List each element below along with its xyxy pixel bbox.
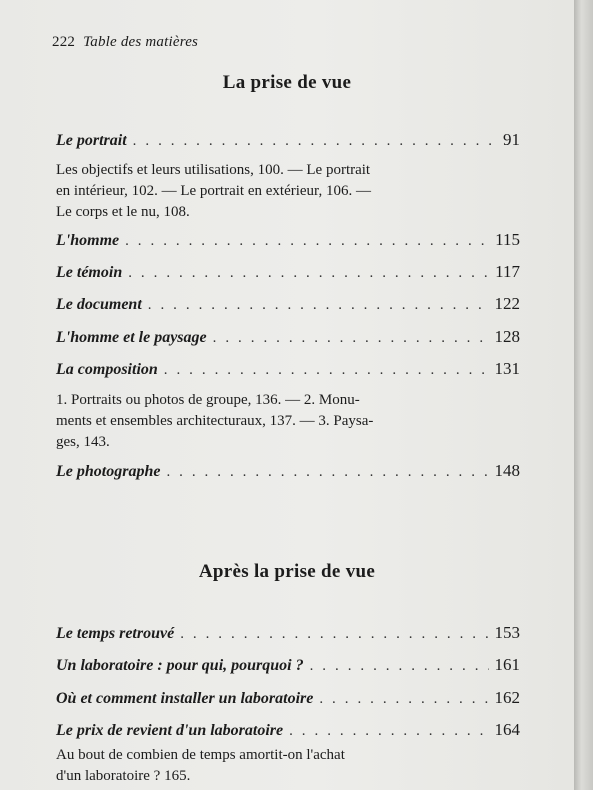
toc-entry-page: 164 — [494, 720, 520, 739]
leader-dots — [128, 265, 489, 282]
toc-entry-label: Le photographe — [56, 463, 161, 480]
toc-entry-page: 122 — [494, 294, 520, 313]
leader-dots — [164, 362, 489, 379]
toc-entry-laboratoire-pour-qui — [56, 655, 520, 675]
toc-entry-page: 115 — [495, 230, 520, 249]
toc-entry-homme-paysage — [56, 327, 520, 347]
toc-entry-page: 128 — [494, 327, 520, 346]
leader-dots — [289, 723, 488, 740]
description-line: en intérieur, 102. — Le portrait en extérieur, 106. — — [56, 183, 371, 199]
toc-entry-installer-laboratoire — [56, 688, 520, 708]
toc-entry-homme — [56, 230, 520, 250]
toc-entry-temps-retrouve — [56, 623, 520, 643]
toc-entry-label: Le témoin — [56, 264, 123, 281]
description-line: ments et ensembles architecturaux, 137. — 3. Paysa- — [56, 413, 374, 429]
toc-entry-page: 153 — [494, 623, 520, 642]
toc-entry-label: Où et comment installer un laboratoire — [56, 690, 314, 707]
adjacent-page-edge — [574, 0, 593, 790]
running-head-title: Table des matières — [83, 34, 199, 50]
leader-dots — [148, 297, 489, 314]
description-line: 1. Portraits ou photos de groupe, 136. — 2. Monu- — [56, 392, 360, 408]
toc-entry-description — [56, 390, 526, 453]
toc-entry-description — [56, 160, 526, 223]
toc-entry-label: Le document — [56, 296, 142, 313]
page-number: 222 — [52, 34, 76, 50]
description-line: d'un laboratoire ? 165. — [56, 768, 191, 784]
toc-entry-label: La composition — [56, 361, 158, 378]
running-head — [52, 34, 198, 51]
toc-entry-composition — [56, 359, 520, 379]
leader-dots — [166, 464, 488, 481]
toc-entry-page: 161 — [494, 655, 520, 674]
toc-entry-label: L'homme et le paysage — [56, 329, 207, 346]
description-line: Au bout de combien de temps amortit-on l'achat — [56, 747, 345, 763]
description-line: ges, 143. — [56, 434, 110, 450]
description-line: Le corps et le nu, 108. — [56, 204, 190, 220]
toc-entry-prix-laboratoire — [56, 720, 520, 740]
leader-dots — [310, 658, 489, 675]
description-line: Les objectifs et leurs utilisations, 100. — Le portrait — [56, 162, 371, 178]
toc-entry-label: Le temps retrouvé — [56, 625, 175, 642]
toc-entry-label: Le prix de revient d'un laboratoire — [56, 722, 284, 739]
toc-entry-page: 117 — [495, 262, 520, 281]
toc-entry-page: 148 — [494, 461, 520, 480]
leader-dots — [125, 233, 489, 250]
section-title-apres-prise-de-vue: Après la prise de vue — [198, 561, 376, 582]
toc-entry-label: Un laboratoire : pour qui, pourquoi ? — [56, 657, 304, 674]
leader-dots — [180, 626, 488, 643]
toc-entry-document — [56, 294, 520, 314]
toc-entry-photographe — [56, 461, 520, 481]
section-title-prise-de-vue: La prise de vue — [222, 72, 352, 93]
toc-entry-page: 162 — [494, 688, 520, 707]
toc-entry-page: 91 — [503, 130, 520, 149]
toc-entry-description — [56, 745, 526, 787]
leader-dots — [319, 691, 488, 708]
toc-entry-page: 131 — [494, 359, 520, 378]
toc-entry-temoin — [56, 262, 520, 282]
leader-dots — [213, 330, 489, 347]
toc-entry-label: Le portrait — [56, 132, 127, 149]
toc-entry-label: L'homme — [56, 232, 120, 249]
leader-dots — [133, 133, 492, 150]
toc-entry-portrait — [56, 130, 520, 150]
